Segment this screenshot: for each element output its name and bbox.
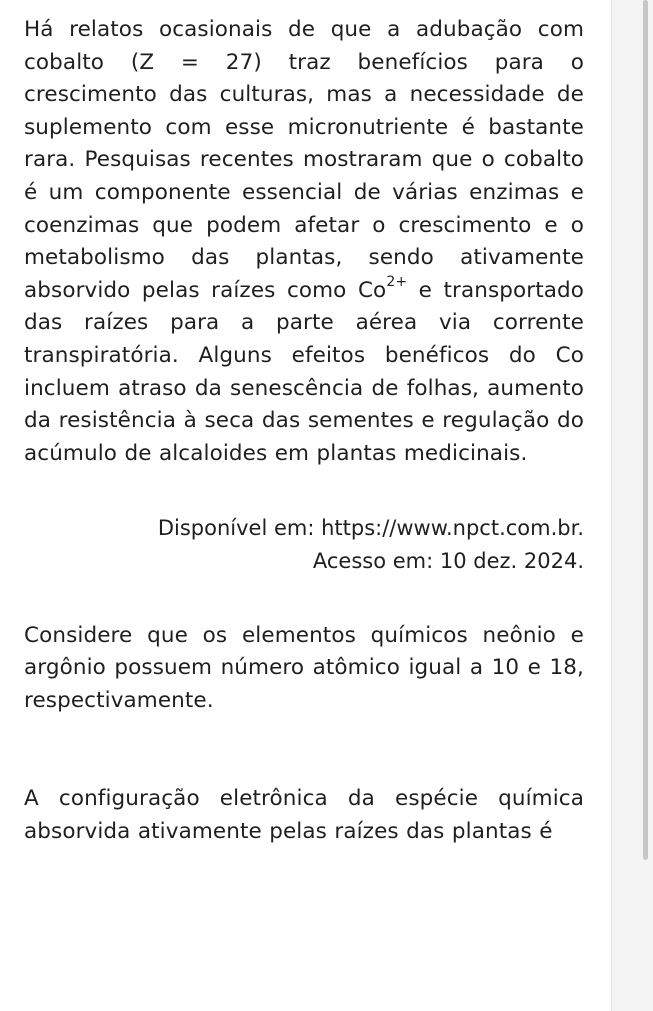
scrollbar-track[interactable] xyxy=(611,0,653,1011)
passage-text-start: Há relatos ocasionais de que a adubação com cobalto (Z = 27) traz benefícios para o crescimento das culturas, mas a necessidade de suplemento com esse micronutriente é bastante rara. Pesquisas recentes mostraram que o cobalto é um componente essencial de várias enzimas e coenzimas que podem afetar o crescimento e o metabolismo das plantas, sendo ativamente absorvido pelas raízes como xyxy=(24,17,584,303)
question-content xyxy=(24,14,584,848)
source-citation xyxy=(24,512,584,577)
question-stem: A configuração eletrônica da espécie química absorvida ativamente pelas raízes das plantas é xyxy=(24,786,584,844)
ion-symbol: Co xyxy=(357,277,387,303)
passage-text-end: e transportado das raízes para a parte aérea via corrente transpiratória. Alguns efeitos benéficos do Co incluem atraso da senescência de folhas, aumento da resistência à seca das sementes e regulação do acúmulo de alcaloides em plantas medicinais. xyxy=(24,277,585,466)
access-date: Acesso em: 10 dez. 2024. xyxy=(312,548,584,573)
context-paragraph: Considere que os elementos químicos neônio e argônio possuem número atômico igual a 10 e 18, respectivamente. xyxy=(24,622,584,713)
source-url: Disponível em: https://www.npct.com.br. xyxy=(157,516,584,541)
scrollbar-thumb[interactable] xyxy=(643,0,648,860)
ion-charge: 2+ xyxy=(386,273,408,290)
passage-paragraph xyxy=(24,14,584,470)
